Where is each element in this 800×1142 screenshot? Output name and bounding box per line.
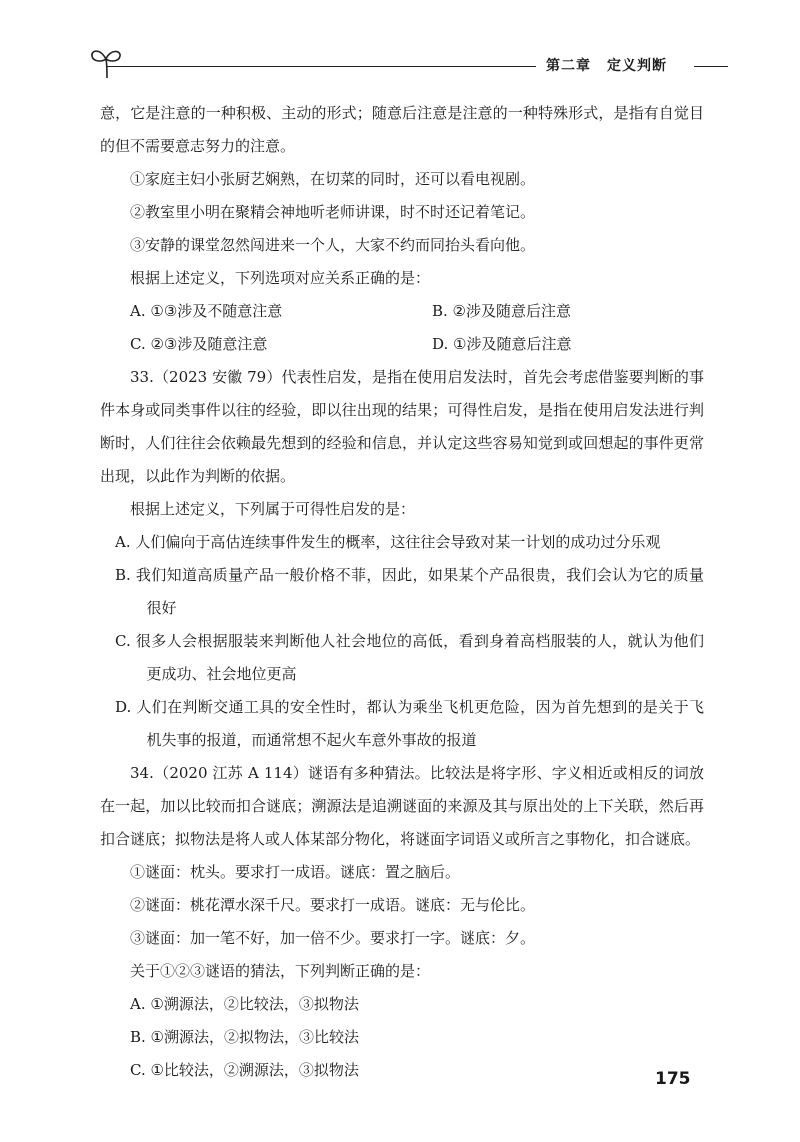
q34-option-c: C. ①比较法，②溯源法，③拟物法	[130, 1061, 359, 1079]
q34-item-1: ①谜面：枕头。要求打一成语。谜底：置之脑后。	[130, 863, 461, 881]
q32-item-3: ③安静的课堂忽然闯进来一个人，大家不约而同抬头看向他。	[130, 236, 536, 254]
header-rule-left	[106, 66, 536, 67]
q33-stem: 根据上述定义，下列属于可得性启发的是：	[130, 500, 416, 518]
chapter-label: 第二章	[546, 58, 591, 74]
q33-option-b: B. 我们知道高质量产品一般价格不菲，因此，如果某个产品很贵，我们会认为它的质量很好	[115, 566, 704, 617]
q33-option-a: A. 人们偏向于高估连续事件发生的概率，这往往会导致对某一计划的成功过分乐观	[115, 533, 661, 551]
chapter-title	[546, 55, 667, 75]
header-rule-right	[694, 66, 728, 67]
q33-text: 33.（2023 安徽 79）代表性启发，是指在使用启发法时，首先会考虑借鉴要判断的事件本身或同类事件以往的经验，即以往出现的结果；可得性启发，是指在使用启发法进行判断时，人们往往会依赖最先想到的经验和信息，并认定这些容易知觉到或回想起的事件更常出现，以此作为判断的依据。	[100, 368, 704, 485]
section-label: 定义判断	[607, 58, 667, 74]
q32-option-a: A. ①③涉及不随意注意	[130, 302, 283, 320]
sprout-icon	[88, 44, 128, 80]
q32-stem: 根据上述定义，下列选项对应关系正确的是：	[130, 269, 431, 287]
q32-item-2: ②教室里小明在聚精会神地听老师讲课，时不时还记着笔记。	[130, 203, 536, 221]
q32-definition-continuation: 意，它是注意的一种积极、主动的形式；随意后注意是注意的一种特殊形式，是指有自觉目的但不需要意志努力的注意。	[100, 104, 704, 155]
page-header	[88, 44, 728, 80]
q32-item-1: ①家庭主妇小张厨艺娴熟，在切菜的同时，还可以看电视剧。	[130, 170, 536, 188]
q33-option-c: C. 很多人会根据服装来判断他人社会地位的高低，看到身着高档服装的人，就认为他们更成功、社会地位更高	[115, 632, 704, 683]
page-number: 175	[655, 1069, 691, 1089]
q32-option-b: B. ②涉及随意后注意	[432, 302, 572, 320]
q32-options-row-1	[100, 295, 704, 328]
q34-option-a: A. ①溯源法，②比较法，③拟物法	[130, 995, 359, 1013]
q34-item-3: ③谜面：加一笔不好，加一倍不少。要求打一字。谜底：夕。	[130, 929, 536, 947]
page-body	[100, 97, 704, 1087]
q34-text: 34.（2020 江苏 A 114）谜语有多种猜法。比较法是将字形、字义相近或相反的词放在一起，加以比较而扣合谜底；溯源法是追溯谜面的来源及其与原出处的上下关联，然后再扣合谜底；拟物法是将人或人体某部分物化，将谜面字词语义或所言之事物化，扣合谜底。	[100, 764, 704, 848]
q32-option-d: D. ①涉及随意后注意	[432, 335, 572, 353]
q34-item-2: ②谜面：桃花潭水深千尺。要求打一成语。谜底：无与伦比。	[130, 896, 536, 914]
q32-option-c: C. ②③涉及随意注意	[130, 335, 268, 353]
q34-option-b: B. ①溯源法，②拟物法，③比较法	[130, 1028, 360, 1046]
q33-option-d: D. 人们在判断交通工具的安全性时，都认为乘坐飞机更危险，因为首先想到的是关于飞机失事的报道，而通常想不起火车意外事故的报道	[115, 698, 704, 749]
q34-stem: 关于①②③谜语的猜法，下列判断正确的是：	[130, 962, 431, 980]
q32-options-row-2	[100, 328, 704, 361]
